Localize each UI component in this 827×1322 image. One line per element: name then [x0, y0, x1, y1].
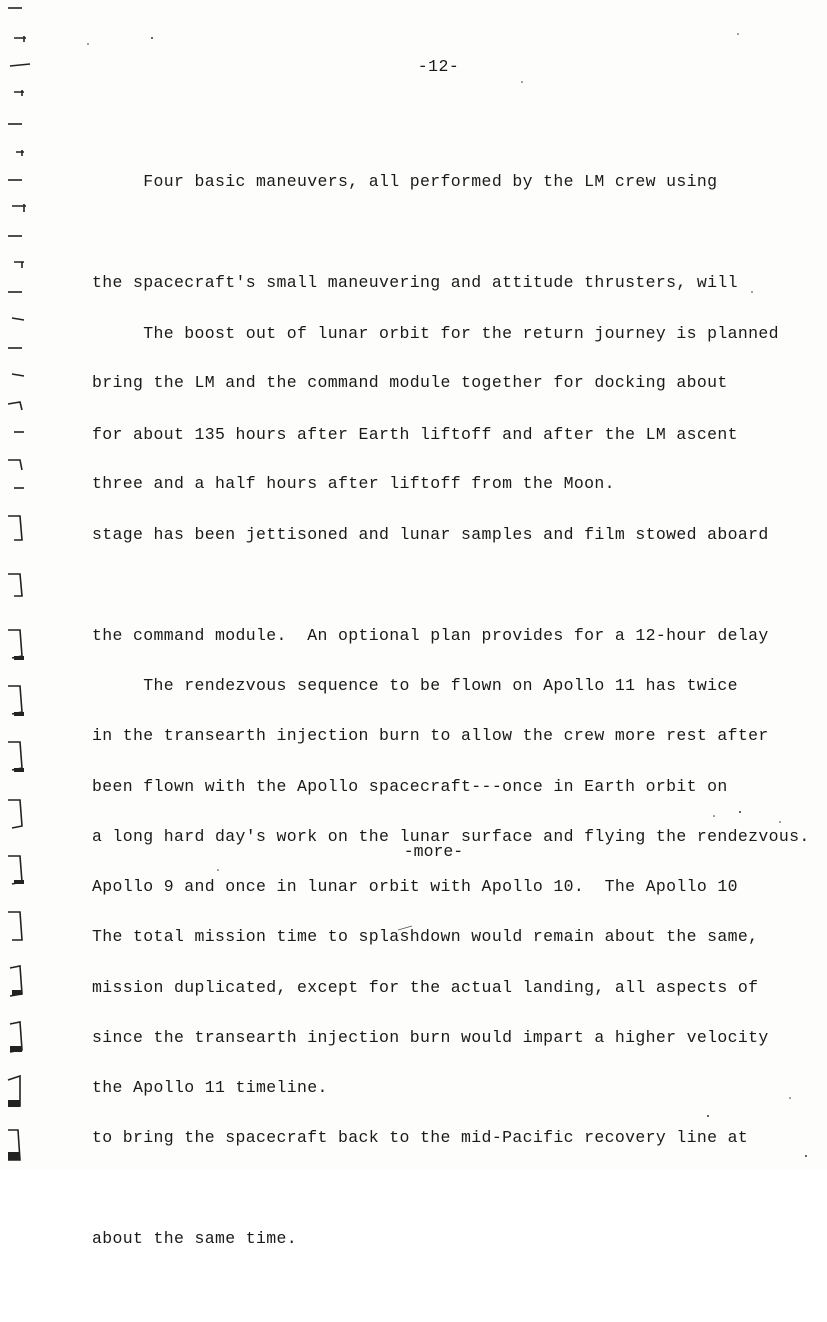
continuation-marker: -more- [403, 842, 464, 861]
text-line: a long hard day's work on the lunar surface and flying the rendezvous. [92, 826, 810, 846]
text-line: Four basic maneuvers, all performed by the LM crew using [92, 172, 718, 191]
text-line: since the transearth injection burn would impart a higher velocity [92, 1027, 769, 1047]
text-line: about the same time. [92, 1228, 298, 1248]
text-line: three and a half hours after liftoff from the Moon. [92, 473, 615, 493]
text-line: been flown with the Apollo spacecraft---once in Earth orbit on [92, 776, 728, 796]
text-line: The boost out of lunar orbit for the return journey is planned [92, 324, 779, 343]
paragraph-rendezvous-sequence [92, 602, 812, 1172]
text-line: Apollo 9 and once in lunar orbit with Apollo 10. The Apollo 10 [92, 877, 738, 896]
text-line: the spacecraft's small maneuvering and attitude thrusters, will [92, 272, 738, 292]
text-line: bring the LM and the command module together for docking about [92, 373, 728, 392]
text-line: the Apollo 11 timeline. [92, 1078, 328, 1097]
text-line: the command module. An optional plan provides for a 12-hour delay [92, 625, 769, 645]
text-line: mission duplicated, except for the actual landing, all aspects of [92, 977, 759, 997]
text-line: to bring the spacecraft back to the mid-Pacific recovery line at [92, 1128, 749, 1147]
page-number: -12- [417, 57, 460, 76]
text-line: for about 135 hours after Earth liftoff and after the LM ascent [92, 424, 738, 444]
text-line: The rendezvous sequence to be flown on Apollo 11 has twice [92, 676, 738, 695]
text-line: The total mission time to splashdown would remain about the same, [92, 927, 759, 946]
text-line: stage has been jettisoned and lunar samples and film stowed aboard [92, 525, 769, 544]
text-line: in the transearth injection burn to allow the crew more rest after [92, 726, 769, 745]
